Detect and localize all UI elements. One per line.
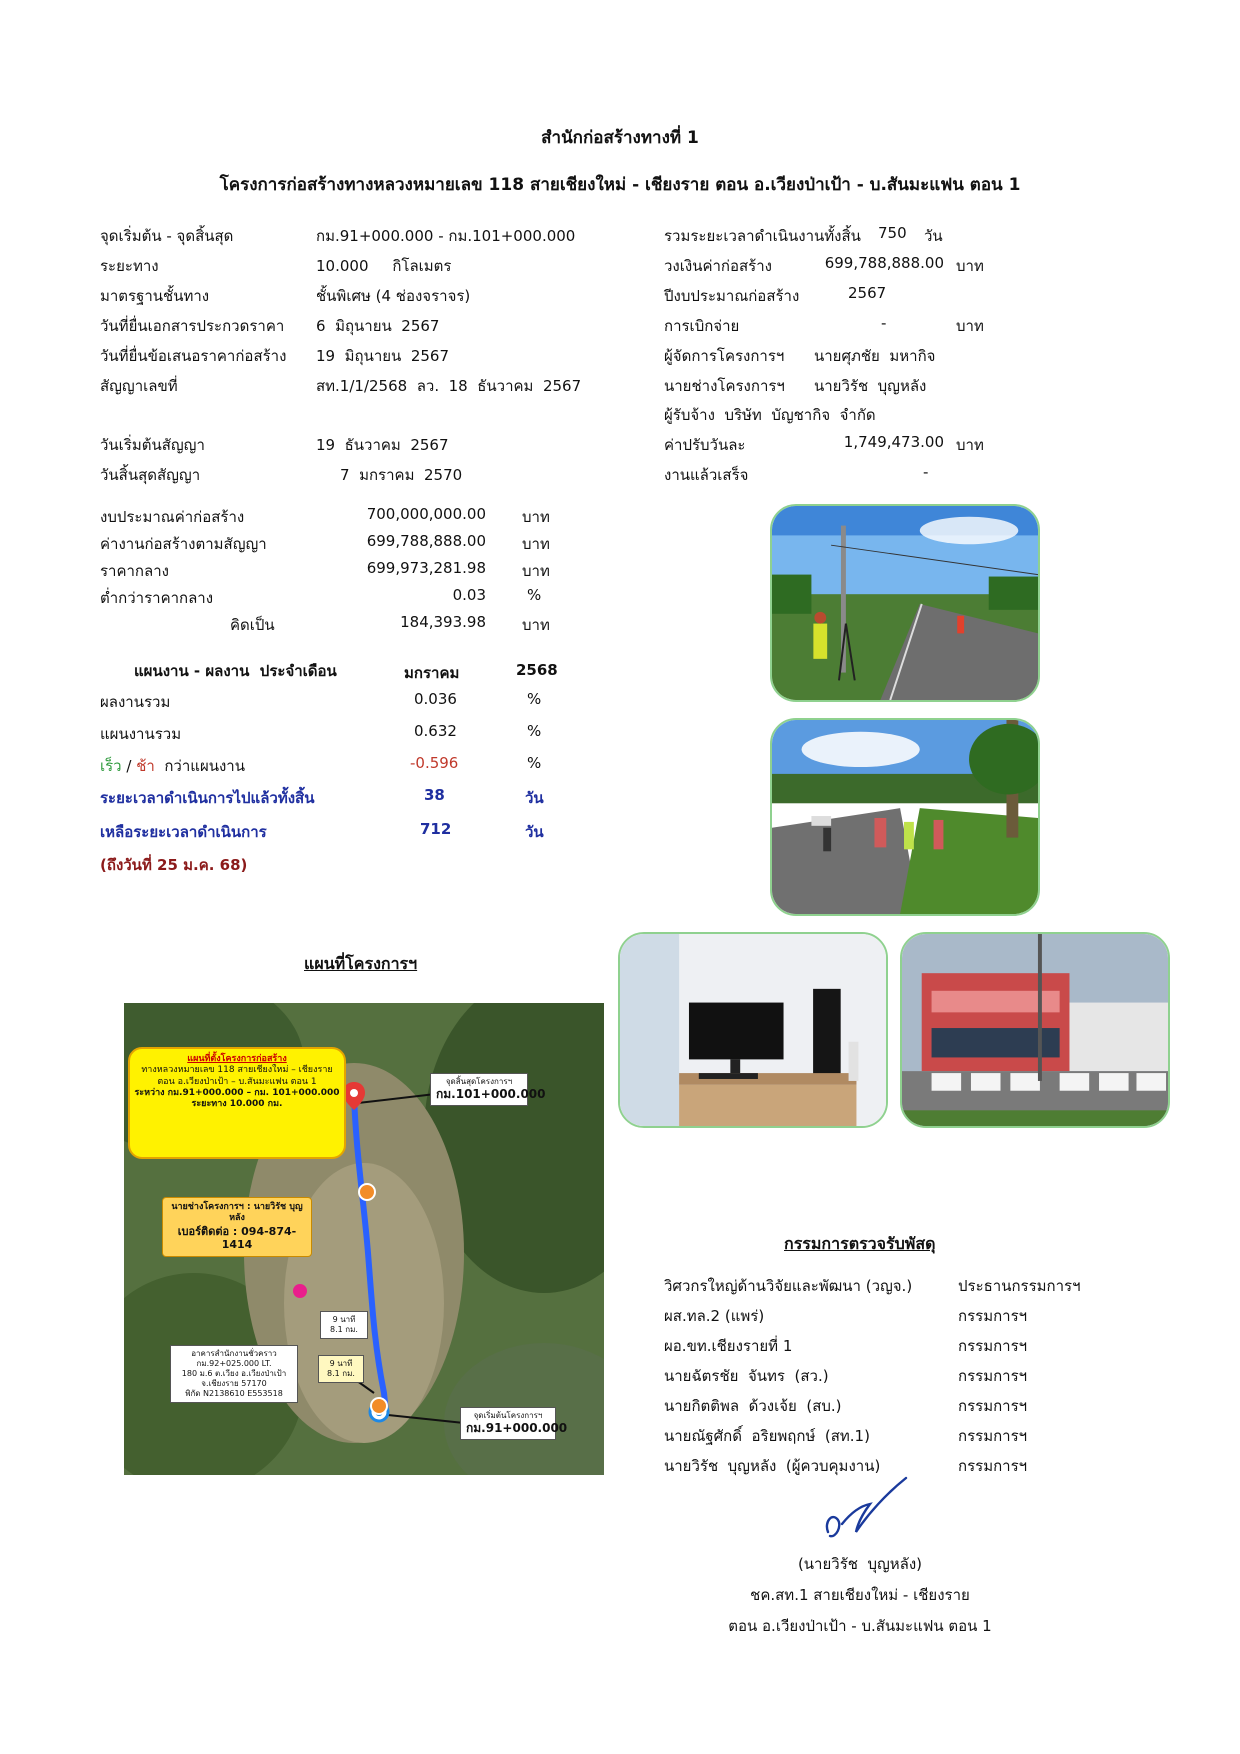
info-label: สัญญาเลขที่ — [100, 377, 178, 395]
slash: / — [121, 757, 137, 775]
project-map — [124, 1003, 604, 1475]
site-office-info-box — [170, 1345, 298, 1403]
diff-suffix: กว่าแผนงาน — [154, 757, 245, 775]
engineer-value: นายวิรัช บุญหลัง — [814, 377, 927, 395]
project-title: โครงการก่อสร้างทางหลวงหมายเลข 118 สายเชียงใหม่ - เชียงราย ตอน อ.เวียงป่าเป้า - บ.สันมะแฟน ตอน 1 — [219, 175, 1021, 195]
info-label: จุดเริ่มต้น - จุดสิ้นสุด — [100, 227, 234, 245]
budget-unit: % — [527, 586, 542, 604]
signer-name: (นายวิรัช บุญหลัง) — [797, 1555, 923, 1573]
contact-box — [162, 1197, 312, 1257]
end-point-label — [430, 1073, 546, 1106]
budget-value: 0.03 — [452, 586, 486, 604]
done-value: - — [923, 463, 929, 481]
end-point-km: กม.101+000.000 — [436, 1087, 546, 1101]
budget-unit: บาท — [522, 616, 550, 634]
fine-label: ค่าปรับวันละ — [664, 436, 746, 454]
diff-label — [100, 754, 245, 778]
office-line: อาคารสำนักงานชั่วคราว — [191, 1349, 277, 1358]
info-label: วันที่ยื่นเอกสารประกวดราคา — [100, 317, 285, 335]
elapsed-value: 38 — [424, 786, 445, 804]
remaining-label: เหลือระยะเวลาดำเนินการ — [100, 823, 267, 841]
committee-member-name: นายกิตติพล ด้วงเจ้ย (สบ.) — [664, 1397, 842, 1415]
remaining-unit: วัน — [525, 823, 544, 841]
start-point-label — [460, 1407, 568, 1440]
budget-label: ค่างานก่อสร้างตามสัญญา — [100, 535, 267, 553]
committee-member-role: กรรมการฯ — [958, 1427, 1028, 1445]
start-point-title: จุดเริ่มต้นโครงการฯ — [473, 1411, 543, 1420]
end-point-title: จุดสิ้นสุดโครงการฯ — [445, 1077, 513, 1086]
committee-heading: กรรมการตรวจรับพัสดุ — [784, 1234, 936, 1253]
remaining-value: 712 — [420, 820, 452, 838]
committee-member-name: วิศวกรใหญ่ด้านวิจัยและพัฒนา (วญจ.) — [664, 1277, 913, 1295]
budget-label: คิดเป็น — [230, 616, 275, 634]
budget-year-label: ปีงบประมาณก่อสร้าง — [664, 287, 800, 305]
duration-unit: วัน — [924, 227, 943, 245]
disbursement-value: - — [881, 314, 887, 332]
plan-unit: % — [527, 722, 542, 740]
map-legend-title: แผนที่ตั้งโครงการก่อสร้าง — [187, 1054, 287, 1064]
duration-label: รวมระยะเวลาดำเนินงานทั้งสิ้น — [664, 227, 861, 245]
map-legend-line: ระหว่าง กม.91+000.000 – กม. 101+000.000 — [134, 1087, 340, 1098]
office-marker-icon — [370, 1397, 388, 1415]
disbursement-label: การเบิกจ่าย — [664, 317, 740, 335]
contact-line: นายช่างโครงการฯ : นายวิรัช บุญหลัง — [171, 1202, 303, 1224]
info-value: 10.000 กิโลเมตร — [316, 257, 452, 275]
fast-word: เร็ว — [100, 757, 122, 775]
info-label: ระยะทาง — [100, 257, 159, 275]
photo-roadside-team — [770, 718, 1040, 916]
budget-value: 699,973,281.98 — [366, 559, 486, 577]
committee-member-role: กรรมการฯ — [958, 1457, 1028, 1475]
contact-line: เบอร์ติดต่อ : 094-874-1414 — [177, 1224, 297, 1252]
committee-member-name: นายวิรัช บุญหลัง (ผู้ควบคุมงาน) — [664, 1457, 881, 1475]
map-legend-line: ทางหลวงหมายเลข 118 สายเชียงใหม่ – เชียงราย — [141, 1065, 333, 1076]
committee-member-role: กรรมการฯ — [958, 1397, 1028, 1415]
manager-label: ผู้จัดการโครงการฯ — [664, 347, 785, 365]
travel-time-box — [320, 1311, 368, 1339]
office-line: 180 ม.6 ต.เวียง อ.เวียงป่าเป้า — [181, 1369, 287, 1378]
fine-unit: บาท — [956, 436, 984, 454]
junction-marker-icon — [358, 1183, 376, 1201]
committee-member-name: นายฉัตรชัย จันทร (สว.) — [664, 1367, 829, 1385]
place-marker-icon — [292, 1283, 308, 1299]
committee-member-name: ผอ.ขท.เชียงรายที่ 1 — [664, 1337, 793, 1355]
done-label: งานแล้วเสร็จ — [664, 466, 749, 484]
budget-label: งบประมาณค่าก่อสร้าง — [100, 508, 245, 526]
progress-year: 2568 — [516, 661, 558, 679]
budget-label: ต่ำกว่าราคากลาง — [100, 589, 214, 607]
engineer-label: นายช่างโครงการฯ — [664, 377, 785, 395]
info-label: วันที่ยื่นข้อเสนอราคาก่อสร้าง — [100, 347, 287, 365]
contractor-text: ผู้รับจ้าง บริษัท บัญชากิจ จำกัด — [664, 406, 876, 424]
travel-time: 9 นาที — [332, 1315, 356, 1324]
disbursement-unit: บาท — [956, 317, 984, 335]
diff-value: -0.596 — [410, 754, 459, 772]
committee-member-role: กรรมการฯ — [958, 1367, 1028, 1385]
plan-value: 0.632 — [414, 722, 457, 740]
map-legend-line: ระยะทาง 10.000 กม. — [191, 1099, 283, 1109]
info-value: กม.91+000.000 - กม.101+000.000 — [316, 227, 576, 245]
amount-value: 699,788,888.00 — [824, 254, 944, 272]
budget-value: 699,788,888.00 — [366, 532, 486, 550]
photo-office-computer — [618, 932, 888, 1128]
office-line: พิกัด N2138610 E553518 — [185, 1389, 283, 1398]
info-value: สท.1/1/2568 ลว. 18 ธันวาคม 2567 — [316, 377, 582, 395]
info-value: ชั้นพิเศษ (4 ช่องจราจร) — [316, 287, 471, 305]
travel-distance: 8.1 กม. — [330, 1325, 358, 1334]
contract-start-label: วันเริ่มต้นสัญญา — [100, 436, 205, 454]
as-of-date: (ถึงวันที่ 25 ม.ค. 68) — [100, 856, 248, 874]
map-heading: แผนที่โครงการฯ — [304, 954, 418, 973]
travel-distance: 8.1 กม. — [327, 1369, 355, 1378]
committee-member-role: กรรมการฯ — [958, 1307, 1028, 1325]
budget-unit: บาท — [522, 562, 550, 580]
committee-member-name: นายณัฐศักดิ์ อริยพฤกษ์ (สท.1) — [664, 1427, 870, 1445]
committee-member-role: กรรมการฯ — [958, 1337, 1028, 1355]
budget-label: ราคากลาง — [100, 562, 169, 580]
fine-value: 1,749,473.00 — [843, 433, 944, 451]
result-label: ผลงานรวม — [100, 693, 171, 711]
contract-end-value: 7 มกราคม 2570 — [340, 466, 463, 484]
office-title: สำนักก่อสร้างทางที่ 1 — [541, 128, 699, 148]
office-line: จ.เชียงราย 57170 — [201, 1379, 267, 1388]
signature-image — [820, 1474, 910, 1546]
contract-end-label: วันสิ้นสุดสัญญา — [100, 466, 201, 484]
result-value: 0.036 — [414, 690, 457, 708]
diff-unit: % — [527, 754, 542, 772]
photo-road-survey — [770, 504, 1040, 702]
start-point-km: กม.91+000.000 — [466, 1421, 568, 1435]
slow-word: ช้า — [136, 757, 155, 775]
elapsed-label: ระยะเวลาดำเนินการไปแล้วทั้งสิ้น — [100, 789, 315, 807]
budget-value: 184,393.98 — [400, 613, 486, 631]
budget-unit: บาท — [522, 508, 550, 526]
map-legend-box — [128, 1047, 346, 1159]
photo-site-office-building — [900, 932, 1170, 1128]
travel-time-box — [318, 1355, 364, 1383]
info-label: มาตรฐานชั้นทาง — [100, 287, 210, 305]
info-value: 6 มิถุนายน 2567 — [316, 317, 440, 335]
contract-start-value: 19 ธันวาคม 2567 — [316, 436, 449, 454]
duration-value: 750 — [878, 224, 907, 242]
budget-value: 700,000,000.00 — [366, 505, 486, 523]
manager-value: นายศุภชัย มหากิจ — [814, 347, 936, 365]
progress-month: มกราคม — [404, 664, 460, 682]
budget-year-value: 2567 — [848, 284, 887, 302]
signer-position: ชค.สท.1 สายเชียงใหม่ - เชียงราย — [750, 1586, 970, 1604]
info-value: 19 มิถุนายน 2567 — [316, 347, 450, 365]
budget-unit: บาท — [522, 535, 550, 553]
amount-unit: บาท — [956, 257, 984, 275]
committee-member-name: ผส.ทล.2 (แพร่) — [664, 1307, 765, 1325]
result-unit: % — [527, 690, 542, 708]
progress-header: แผนงาน - ผลงาน ประจำเดือน — [134, 662, 337, 680]
travel-time: 9 นาที — [329, 1359, 353, 1368]
office-line: กม.92+025.000 LT. — [196, 1359, 272, 1368]
plan-label: แผนงานรวม — [100, 725, 182, 743]
map-legend-line: ตอน อ.เวียงป่าเป้า – บ.สันมะแฟน ตอน 1 — [157, 1076, 317, 1087]
amount-label: วงเงินค่าก่อสร้าง — [664, 257, 772, 275]
committee-member-role: ประธานกรรมการฯ — [958, 1277, 1081, 1295]
elapsed-unit: วัน — [525, 789, 544, 807]
signer-section: ตอน อ.เวียงป่าเป้า - บ.สันมะแฟน ตอน 1 — [728, 1617, 992, 1635]
